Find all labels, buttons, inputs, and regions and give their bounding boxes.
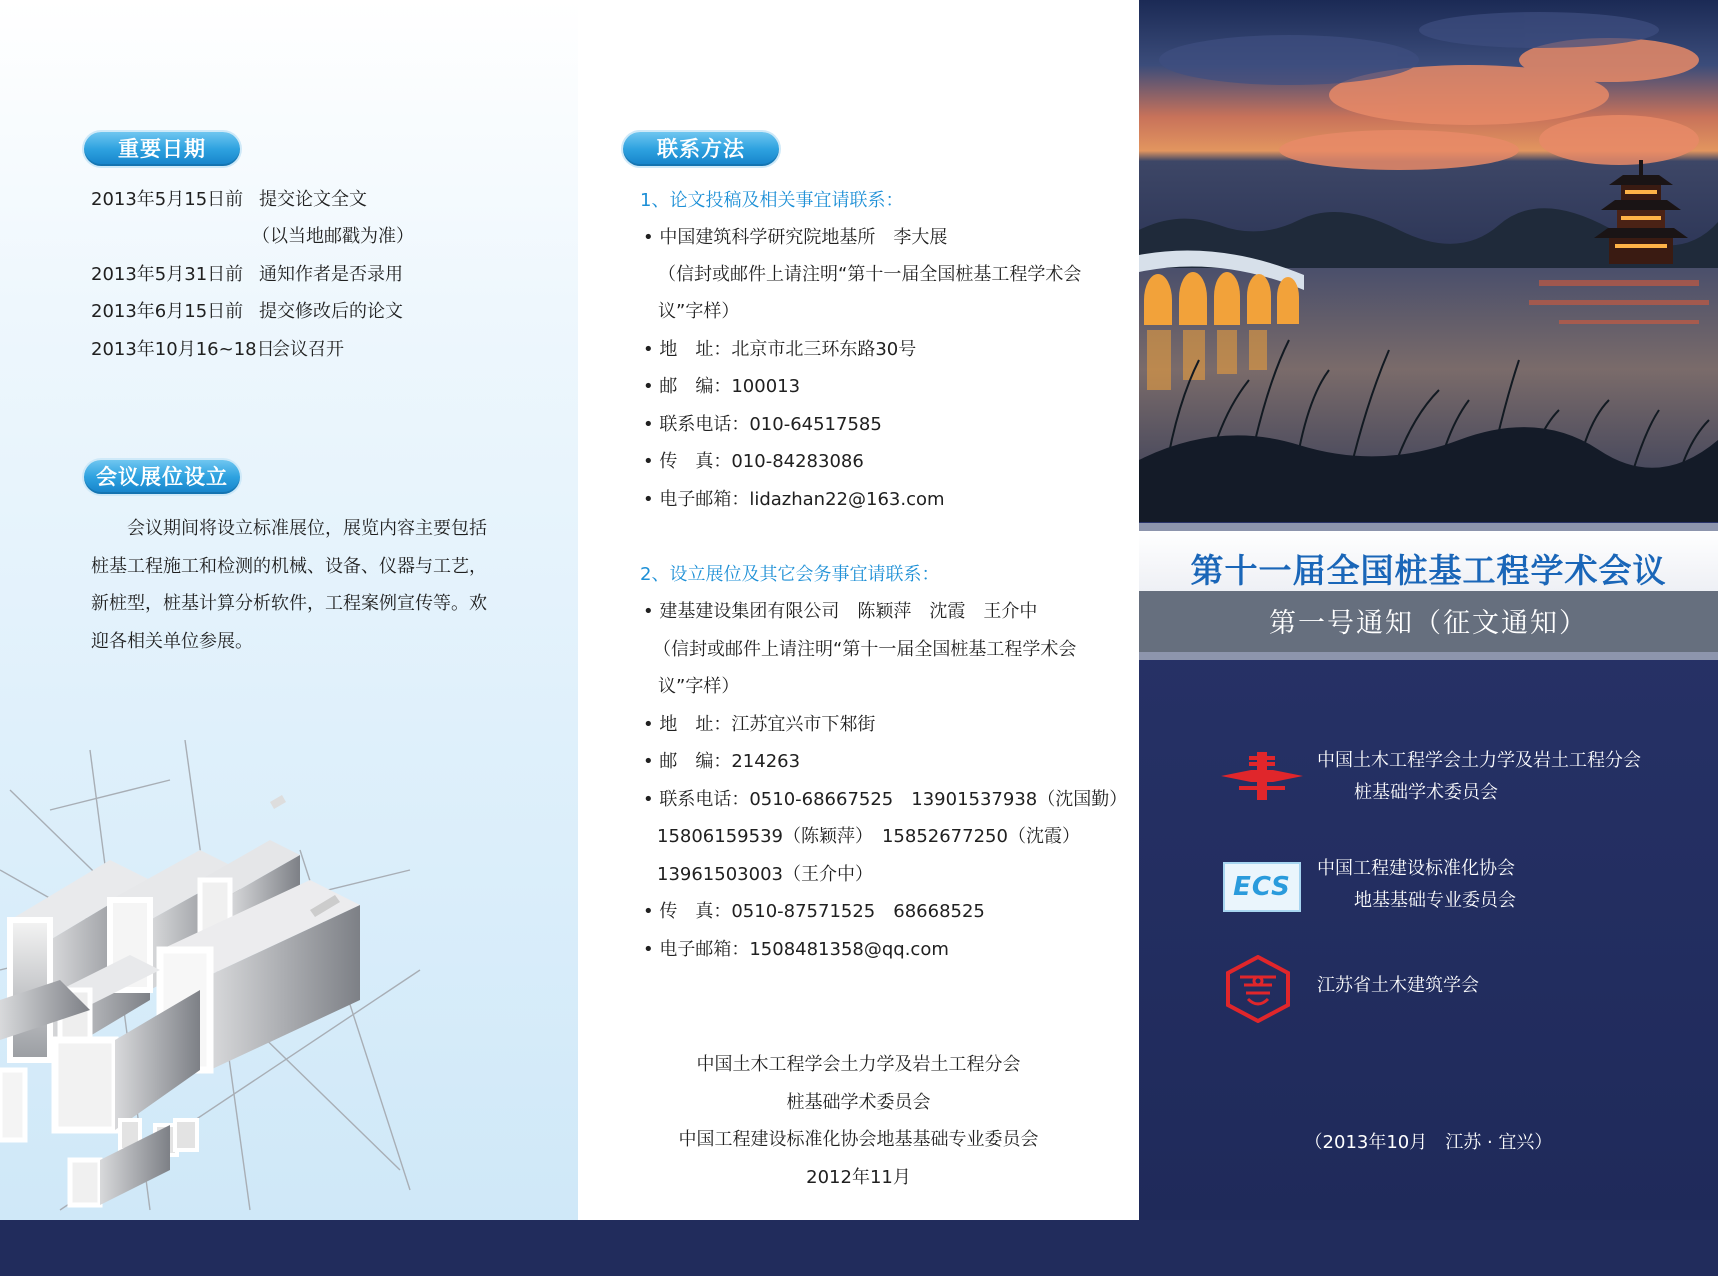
contact2-address: • 地 址：江苏宜兴市下邾街 — [643, 714, 876, 735]
notice-subtitle: 第一号通知（征文通知） — [1269, 608, 1588, 639]
left-panel — [0, 0, 578, 1220]
org1-line1: 中国土木工程学会土力学及岩土工程分会 — [1317, 750, 1641, 771]
contact2-org: • 建基建设集团有限公司 陈颖萍 沈霞 王介中 — [643, 601, 1038, 622]
contact1-address: • 地 址：北京市北三环东路30号 — [643, 339, 917, 360]
ecs-logo-icon — [1223, 862, 1301, 912]
contact1-email: • 电子邮箱：lidazhan22@163.com — [643, 489, 945, 510]
expo-paragraph — [91, 510, 511, 660]
expo-line: 会议期间将设立标准展位，展览内容主要包括 — [91, 518, 487, 539]
org2-line1: 中国工程建设标准化协会 — [1317, 858, 1515, 879]
footer-line: 中国土木工程学会土力学及岩土工程分会 — [696, 1054, 1021, 1075]
expo-line: 桩基工程施工和检测的机械、设备、仪器与工艺， — [91, 555, 487, 577]
event-date-location: （2013年10月 江苏 · 宜兴） — [1304, 1132, 1553, 1153]
title-band-bottom-stripe — [1139, 652, 1718, 660]
contact2-phone: • 联系电话：0510-68667525 13901537938（沈国勤） — [643, 789, 1128, 810]
steel-beams-illustration — [0, 740, 578, 1220]
contact2-phone-3: 13961503003（王介中） — [657, 864, 873, 885]
expo-line: 迎各相关单位参展。 — [91, 630, 253, 652]
contact1-org: • 中国建筑科学研究院地基所 李大展 — [643, 227, 948, 248]
event-2: 通知作者是否录用 — [259, 264, 403, 285]
expo-line: 新桩型，桩基计算分析软件，工程案例宣传等。欢 — [91, 593, 487, 614]
section1-title: 1、论文投稿及相关事宜请联系： — [640, 190, 904, 211]
important-dates-heading: 重要日期 — [84, 132, 240, 166]
footer-line: 桩基础学术委员会 — [786, 1091, 931, 1113]
org2-line2: 地基基础专业委员会 — [1354, 890, 1516, 911]
contact2-phone-2: 15806159539（陈颖萍） 15852677250（沈霞） — [657, 826, 1080, 847]
org3-line1: 江苏省土木建筑学会 — [1317, 975, 1479, 996]
contact2-note: （信封或邮件上请注明“第十一届全国桩基工程学术会 — [653, 639, 1077, 660]
title-band-top-stripe — [1139, 523, 1718, 531]
footer-date: 2012年11月 — [806, 1166, 911, 1188]
contact1-note: （信封或邮件上请注明“第十一届全国桩基工程学术会 — [658, 264, 1082, 285]
event-4: 会议召开 — [272, 339, 344, 360]
event-1-note: （以当地邮戳为准） — [252, 226, 414, 247]
right-panel — [1139, 0, 1718, 1220]
contact2-postcode: • 邮 编：214263 — [643, 751, 801, 772]
organizer-footer — [578, 1046, 1139, 1196]
footer-line: 中国工程建设标准化协会地基基础专业委员会 — [678, 1129, 1039, 1150]
date-4: 2013年10月16~18日 — [91, 339, 275, 360]
date-1: 2013年5月15日前 — [91, 189, 244, 210]
ecs-logo-text: ECS — [1233, 872, 1291, 902]
section2-title: 2、设立展位及其它会务事宜请联系： — [640, 564, 940, 585]
contact1-phone: • 联系电话：010-64517585 — [643, 414, 882, 435]
event-1: 提交论文全文 — [259, 189, 367, 210]
night-lake-pagoda-photo — [1139, 0, 1718, 522]
contact1-fax: • 传 真：010-84283086 — [643, 451, 864, 472]
contact2-email: • 电子邮箱：1508481358@qq.com — [643, 939, 949, 960]
contact-heading: 联系方法 — [623, 132, 779, 166]
org1-line2: 桩基础学术委员会 — [1354, 782, 1498, 803]
jiangsu-society-logo-icon — [1226, 955, 1290, 1023]
event-3: 提交修改后的论文 — [259, 301, 403, 322]
date-3: 2013年6月15日前 — [91, 301, 244, 322]
contact1-postcode: • 邮 编：100013 — [643, 376, 801, 397]
contact1-note-end: 议”字样） — [658, 301, 740, 322]
contact2-fax: • 传 真：0510-87571525 68668525 — [643, 901, 985, 922]
red-logo-icon — [1221, 752, 1303, 800]
contact2-note-end: 议”字样） — [658, 676, 740, 697]
bottom-navy-strip — [0, 1220, 1718, 1276]
expo-heading: 会议展位设立 — [84, 460, 240, 494]
date-2: 2013年5月31日前 — [91, 264, 244, 285]
conference-title: 第十一届全国桩基工程学术会议 — [1190, 551, 1667, 590]
